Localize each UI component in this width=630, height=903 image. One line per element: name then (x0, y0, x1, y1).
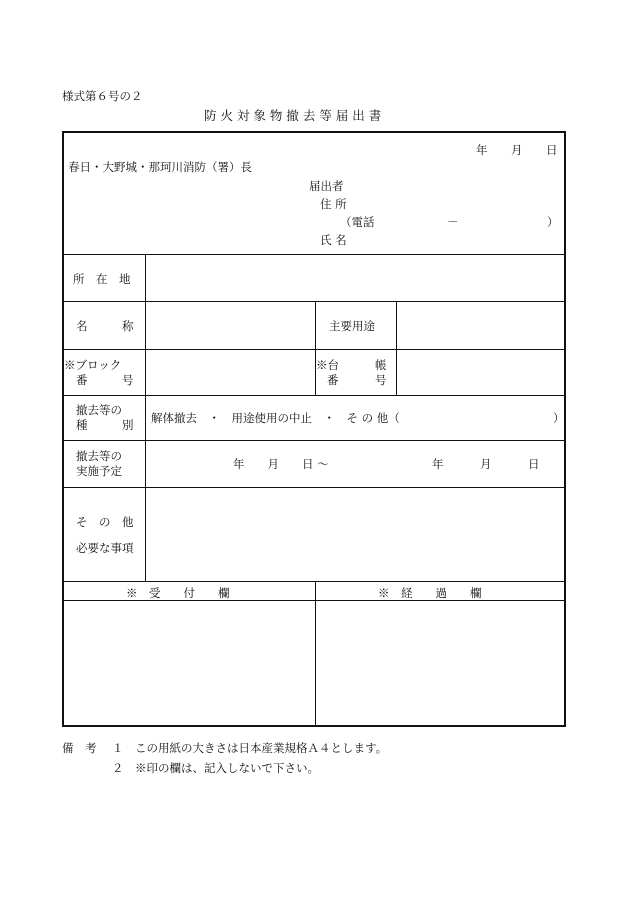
other-label-1: そ の 他 (76, 515, 134, 529)
removal-type-label-1: 撤去等の (76, 403, 122, 417)
schedule-label-2: 実施予定 (76, 464, 122, 478)
addressee: 春日・大野城・那珂川消防（署）長 (68, 160, 252, 174)
date-day: 日 (546, 143, 558, 157)
note-1-text: この用紙の大きさは日本産業規格Ａ４とします。 (135, 741, 388, 755)
phone-dash: － (447, 215, 459, 229)
main-use-label: 主要用途 (329, 319, 375, 333)
removal-type-options: 解体撤去 ・ 用途使用の中止 ・ そ の 他（ (151, 411, 400, 425)
label-column-divider (145, 254, 146, 581)
date-month: 月 (511, 143, 523, 157)
removal-type-label-2b: 別 (122, 418, 134, 432)
note-1-number: １ (112, 741, 124, 755)
row-divider (63, 395, 566, 396)
ledger-label-2a: 番 (327, 373, 339, 387)
name-label-2: 称 (122, 319, 134, 333)
form-number: 様式第６号の２ (62, 89, 143, 103)
schedule-end-year: 年 (432, 457, 444, 471)
receipt-column-divider (315, 581, 316, 726)
note-2-text: ※印の欄は、記入しないで下さい。 (135, 761, 319, 775)
reception-column-label: ※ 受 付 欄 (126, 586, 230, 600)
other-label-2: 必要な事項 (76, 541, 134, 555)
phone-open: （電話 (340, 215, 375, 229)
removal-type-close: ） (553, 411, 565, 425)
notifier-label: 届出者 (309, 179, 344, 193)
ledger-label-1a: ※台 (316, 358, 339, 372)
progress-column-label: ※ 経 過 欄 (378, 586, 482, 600)
ledger-label-2b: 号 (375, 373, 387, 387)
address-label: 住 所 (320, 197, 347, 211)
schedule-end-month: 月 (480, 457, 492, 471)
schedule-start: 年 月 日 ～ (233, 457, 329, 471)
row-divider (63, 440, 566, 441)
note-2-number: ２ (112, 761, 124, 775)
row-divider (63, 487, 566, 488)
block-label-1: ※ブロック (64, 358, 122, 372)
column-divider (396, 301, 397, 395)
schedule-label-1: 撤去等の (76, 449, 122, 463)
ledger-label-1b: 帳 (375, 358, 387, 372)
form-table (62, 131, 566, 727)
row-divider (63, 254, 566, 255)
column-divider (315, 301, 316, 395)
schedule-end-day: 日 (528, 457, 540, 471)
name-label-1: 名 (76, 319, 88, 333)
name-label: 氏 名 (320, 233, 347, 247)
date-year: 年 (476, 143, 488, 157)
block-label-2a: 番 (76, 373, 88, 387)
block-label-2b: 号 (122, 373, 134, 387)
phone-close: ） (547, 215, 559, 229)
notes-heading: 備 考 (62, 741, 97, 755)
removal-type-label-2a: 種 (76, 418, 88, 432)
form-title: 防 火 対 象 物 撤 去 等 届 出 書 (204, 108, 382, 123)
location-label: 所 在 地 (73, 272, 131, 286)
